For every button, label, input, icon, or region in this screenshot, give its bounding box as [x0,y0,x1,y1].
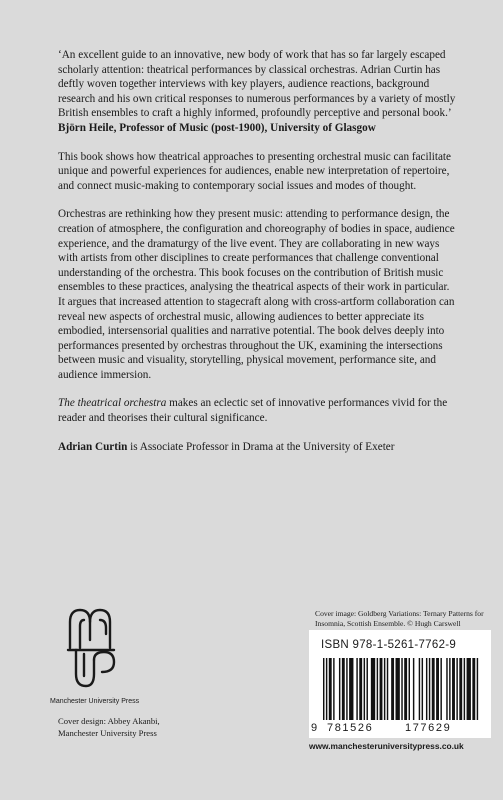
barcode-bar [426,658,427,720]
barcode-bar [346,658,347,720]
barcode [309,630,491,738]
barcode-bar [413,658,414,720]
barcode-bar [429,658,430,720]
barcode-bar [456,658,457,720]
barcode-bar [380,658,383,720]
summary-paragraph-2: Orchestras are rethinking how they present music: attending to performance design, the creation of atmosphere, the configuration and choreography of bodies in space, audience experience, and the dramaturgy of the live event. They are collaborating in new ways with artists from other disciplines to create performances that challenge conventional understanding of the orchestra. This book focuses on the contribution of British music ensembles to these practices, analysing the theatrical aspects of their work in particular. It argues that increased attention to stagecraft along with cross-artform collaboration can reveal new aspects of orchestral music, allowing audiences to better appreciate its embodied, intersensorial qualities and narrative potential. The book delves deeply into performances presented by orchestras throughout the UK, examining the intersections between music and visuality, storytelling, physical movement, performance site, and audience immersion. [58,208,455,381]
publisher-logo-icon [62,604,120,694]
author-bio [58,440,456,455]
barcode-bar [349,658,353,720]
author-bio-text: is Associate Professor in Drama at the University of Exeter [127,440,395,453]
barcode-bar [356,658,357,720]
book-title: The theatrical orchestra [58,397,167,410]
cover-image-credit: Cover image: Goldberg Variations: Ternary Patterns for Insomnia, Scottish Ensemble. © Hugh Carswell [315,609,484,628]
endorsement-attribution: Björn Heile, Professor of Music (post-1900), University of Glasgow [58,121,376,134]
barcode-bar [404,658,407,720]
barcode-bar [396,658,400,720]
barcode-bar [467,658,471,720]
barcode-bar [409,658,410,720]
barcode-bar [333,658,334,720]
barcode-bar [342,658,345,720]
summary-paragraph-1: This book shows how theatrical approaches to presenting orchestral music can facilitate unique and powerful experiences for audiences, enable new interpretation of repertoire, and connect music-making to contemporary social issues and modes of thought. [58,150,451,192]
barcode-bar [367,658,368,720]
barcode-bars [321,658,481,720]
barcode-bar [419,658,420,720]
author-name: Adrian Curtin [58,440,128,453]
closing-text: makes an eclectic set of innovative performances vivid for the reader and theorises their cultural significance. [58,397,448,425]
barcode-bar [432,658,435,720]
barcode-digits-left: 781526 [327,722,374,734]
isbn-number: ISBN 978-1-5261-7762-9 [321,639,457,651]
endorsement-quote: ‘An excellent guide to an innovative, new body of work that has so far largely escaped scholarly attention: theatrical performances by classical orchestras. Adrian Curtin has deftly woven together interviews with key players, audience reactions, background research and his own critical responses to numerous performances by a variety of mostly British ensembles to craft a highly informed, profoundly perceptive and personal book.’ [58,49,456,120]
barcode-bar [391,658,394,720]
barcode-bar [339,658,340,720]
barcode-bar [422,658,423,720]
publisher-name: Manchester University Press [50,698,140,705]
barcode-bar [440,658,441,720]
barcode-bar [371,658,375,720]
barcode-bar [477,658,478,720]
barcode-bar [459,658,462,720]
barcode-bar [364,658,365,720]
barcode-digit-lead: 9 [311,722,318,734]
barcode-bar [436,658,439,720]
barcode-digits-right: 177629 [405,722,452,734]
barcode-bar [449,658,450,720]
barcode-bar [464,658,465,720]
barcode-bar [326,658,327,720]
barcode-bar [472,658,475,720]
barcode-bar [401,658,402,720]
back-cover-text [58,48,456,454]
barcode-bar [446,658,447,720]
barcode-bar [323,658,324,720]
barcode-bar [329,658,332,720]
barcode-bar [384,658,385,720]
barcode-bar [452,658,455,720]
barcode-bar [359,658,362,720]
publisher-website: www.manchesteruniversitypress.co.uk [309,741,464,751]
barcode-bar [377,658,378,720]
closing-paragraph [58,396,456,425]
cover-design-credit: Cover design: Abbey Akanbi, Manchester University Press [58,716,160,738]
barcode-bar [387,658,388,720]
